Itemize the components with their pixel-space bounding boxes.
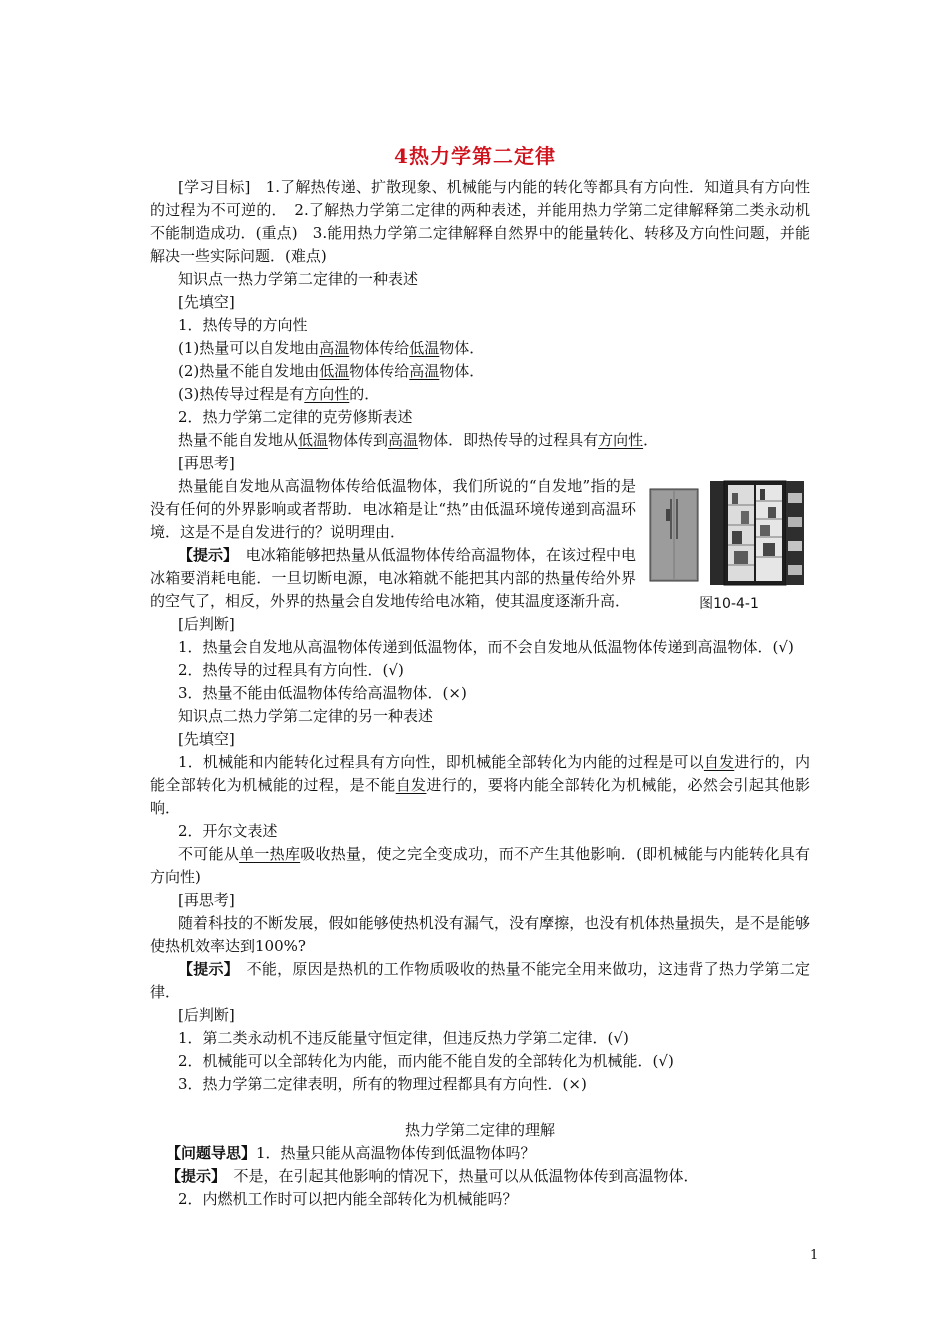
k1-judge-tag: [后判断] [178,615,235,633]
k2-kelvin-statement: 不可能从单一热库吸收热量，使之完全变成功，而不产生其他影响．(即机械能与内能转化具有方向性) [150,845,810,886]
k1-hint: 【提示】 电冰箱能够把热量从低温物体传给高温物体，在该过程中电冰箱要消耗电能．一旦切断电源，电冰箱就不能把其内部的热量传给外界的空气了，相反，外界的热量会自发地传给电冰箱，使其温度逐渐升高． [150,546,636,610]
k1-clausius-statement: 热量不能自发地从低温物体传到高温物体．即热传导的过程具有方向性． [178,431,659,449]
k1-item1: 1．热传导的方向性 [178,316,308,334]
learning-objectives [150,176,810,268]
k1-think-question: 热量能自发地从高温物体传给低温物体，我们所说的“自发地”指的是没有任何的外界影响或者帮助．电冰箱是让“热”由低温环境传递到高温环境．这是不是自发进行的？说明理由． [150,477,636,541]
k2-think-question: 随着科技的不断发展，假如能够使热机没有漏气，没有摩擦，也没有机体热量损失，是不是能够使热机效率达到100%? [150,914,810,955]
k2-judge-tag: [后判断] [178,1006,235,1024]
k2-think-tag: [再思考] [178,891,235,909]
section3-question-1: 【问题导思】1．热量只能从高温物体传到低温物体吗？ [166,1144,536,1162]
objectives-text: 1.了解热传递、扩散现象、机械能与内能的转化等都具有方向性．知道具有方向性的过程为不可逆的． 2.了解热力学第二定律的两种表述，并能用热力学第二定律解释第二类永动机不能制造成功．(重点) 3.能用热力学第二定律解释自然界中的能量转化、转移及方向性问题，并能解决一些实际问题．(难点) [150,178,810,265]
section3-question-2: 2．内燃机工作时可以把内能全部转化为机械能吗？ [178,1190,518,1208]
k2-item1: 1．机械能和内能转化过程具有方向性，即机械能全部转化为内能的过程是可以自发进行的，内能全部转化为机械能的过程，是不能自发进行的，要将内能全部转化为机械能，必然会引起其他影响． [150,753,810,817]
k1-judge-2: 2．热传导的过程具有方向性．(√) [178,661,404,679]
k2-heading: 知识点二热力学第二定律的另一种表述 [178,707,434,725]
figure-caption: 图10-4-1 [699,596,759,612]
k1-line2: (2)热量不能自发地由低温物体传给高温物体． [178,362,485,380]
section3-hint: 【提示】 不是，在引起其他影响的情况下，热量可以从低温物体传到高温物体． [166,1167,699,1185]
refrigerator-image [648,479,808,589]
k2-judge-2: 2．机械能可以全部转化为内能，而内能不能自发的全部转化为机械能．(√) [178,1052,674,1070]
k1-fill-tag: [先填空] [178,293,235,311]
k1-line3: (3)热传导过程是有方向性的． [178,385,380,403]
k1-item2: 2．热力学第二定律的克劳修斯表述 [178,408,413,426]
k1-line1: (1)热量可以自发地由高温物体传给低温物体． [178,339,485,357]
k1-judge-1: 1．热量会自发地从高温物体传递到低温物体，而不会自发地从低温物体传递到高温物体．(√) [178,638,794,656]
k1-judge-3: 3．热量不能由低温物体传给高温物体．(×) [178,684,467,702]
k2-hint: 【提示】 不能，原因是热机的工作物质吸收的热量不能完全用来做功，这违背了热力学第二定律． [150,960,810,1001]
document-title: 4热力学第二定律 [394,144,556,168]
document-body [150,176,810,1211]
k2-item2: 2．开尔文表述 [178,822,278,840]
refrigerator-figure [648,479,810,616]
page-number: 1 [810,1248,819,1263]
k2-fill-tag: [先填空] [178,730,235,748]
k2-judge-1: 1．第二类永动机不违反能量守恒定律，但违反热力学第二定律．(√) [178,1029,629,1047]
k1-heading: 知识点一热力学第二定律的一种表述 [178,270,419,288]
objectives-tag: [学习目标] [178,178,251,196]
k2-judge-3: 3．热力学第二定律表明，所有的物理过程都具有方向性．(×) [178,1075,587,1093]
k1-think-tag: [再思考] [178,454,235,472]
section3-heading: 热力学第二定律的理解 [404,1121,555,1139]
